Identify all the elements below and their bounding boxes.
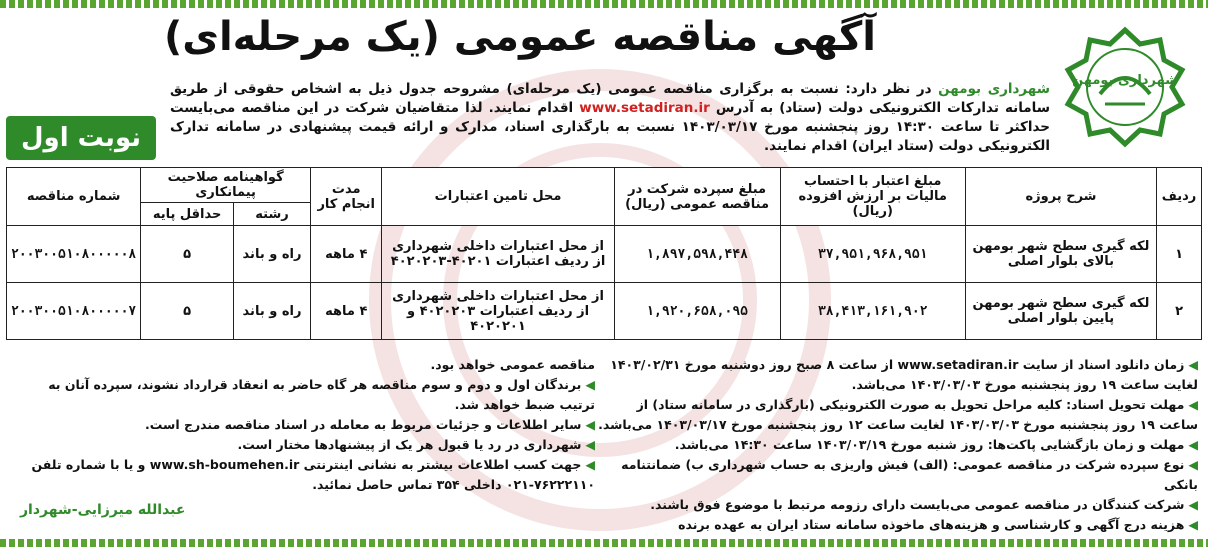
tender-table	[6, 167, 1202, 340]
col-grade: حداقل پایه	[141, 203, 234, 226]
note-deposit-type	[598, 455, 1198, 495]
col-row: ردیف	[1157, 168, 1202, 226]
top-decorative-stripe	[0, 0, 1208, 8]
cell-grade: ۵	[141, 226, 234, 283]
col-cert: گواهینامه صلاحیت پیمانکاری	[141, 168, 311, 203]
bullet-icon: ◀	[1188, 437, 1198, 452]
note-contact	[10, 455, 595, 495]
cell-duration: ۴ ماهه	[311, 226, 382, 283]
note-winners	[10, 375, 595, 415]
cell-grade: ۵	[141, 283, 234, 340]
intro-text-2: اقدام نمایند. لذا متقاضیان شرکت در این مناقصه می‌بایست حداکثر تا ساعت ۱۴:۳۰ روز پنجشنبه مورخ ۱۴۰۳/۰۳/۱۷ نسبت به بارگذاری اسناد، مدارک و ارائه قیمت پیشنهادی در سامانه تدارک الکترونیکی دولت (ستاد ایران) اقدام نمایند.	[170, 100, 1050, 154]
cell-row: ۲	[1157, 283, 1202, 340]
cell-field: راه و باند	[233, 283, 310, 340]
org-name: شهرداری بومهن	[938, 81, 1050, 97]
cell-tender-no: ۲۰۰۳۰۰۵۱۰۸۰۰۰۰۰۷	[7, 283, 141, 340]
note-rights	[10, 435, 595, 455]
cell-tender-no: ۲۰۰۳۰۰۵۱۰۸۰۰۰۰۰۸	[7, 226, 141, 283]
note-resume	[598, 495, 1198, 515]
mayor-signature: عبدالله میرزایی-شهردار	[20, 502, 186, 518]
setad-link[interactable]: www.setadiran.ir	[579, 100, 710, 116]
note-download	[598, 355, 1198, 395]
municipality-logo	[1060, 22, 1190, 152]
bullet-icon: ◀	[1188, 397, 1198, 412]
note-text: شهرداری در رد یا قبول هر یک از پیشنهادها مختار است.	[237, 437, 582, 452]
cell-field: راه و باند	[233, 226, 310, 283]
bullet-icon: ◀	[585, 377, 595, 392]
intro-text-1: در نظر دارد: نسبت به برگزاری مناقصه عمومی (یک مرحله‌ای) مشروحه جدول ذیل به اشخاص حقوقی از طریق سامانه تدارکات الکترونیکی دولت (ستاد) به آدرس	[170, 81, 1050, 116]
table-row	[7, 283, 1202, 340]
bottom-decorative-stripe	[0, 539, 1208, 547]
note-text: زمان دانلود اسناد از سایت www.setadiran.ir از ساعت ۸ صبح روز دوشنبه مورخ ۱۴۰۳/۰۲/۳۱ لغایت ساعت ۱۹ روز پنجشنبه مورخ ۱۴۰۳/۰۳/۰۳ می‌باشد.	[610, 357, 1198, 392]
table-header-row	[7, 168, 1202, 203]
notes-right-column	[598, 355, 1198, 535]
svg-text:شهرداری بومهن: شهرداری بومهن	[1072, 73, 1178, 88]
col-tender-no: شماره مناقصه	[7, 168, 141, 226]
col-budget: مبلغ اعتبار با احتساب مالیات بر ارزش افزوده (ریال)	[780, 168, 965, 226]
note-details	[10, 415, 595, 435]
cell-deposit: ۱,۸۹۷,۵۹۸,۴۴۸	[614, 226, 780, 283]
col-duration: مدت انجام کار	[311, 168, 382, 226]
col-deposit: مبلغ سپرده شرکت در مناقصه عمومی (ریال)	[614, 168, 780, 226]
bullet-icon: ◀	[585, 437, 595, 452]
note-text: مهلت و زمان بازگشایی پاکت‌ها: روز شنبه مورخ ۱۴۰۳/۰۳/۱۹ ساعت ۱۴:۳۰ می‌باشد.	[674, 437, 1185, 452]
cell-row: ۱	[1157, 226, 1202, 283]
note-text: شرکت کنندگان در مناقصه عمومی می‌بایست دارای رزومه مرتبط با موضوع فوق باشند.	[650, 497, 1185, 512]
note-text: سایر اطلاعات و جزئیات مربوط به معامله در اسناد مناقصه مندرج است.	[145, 417, 582, 432]
bullet-icon: ◀	[1188, 457, 1198, 472]
note-text: هزینه درج آگهی و کارشناسی و هزینه‌های ماخوذه سامانه ستاد ایران به عهده برنده	[678, 517, 1185, 532]
cell-funding: از محل اعتبارات داخلی شهرداری از ردیف اعتبارات ۴۰۲۰۲۰۳ و ۴۰۲۰۲۰۱	[382, 283, 614, 340]
col-field: رشته	[233, 203, 310, 226]
bullet-icon: ◀	[585, 457, 595, 472]
notice-title: آگهی مناقصه عمومی (یک مرحله‌ای)	[164, 14, 876, 60]
note-cost	[598, 515, 1198, 535]
round-badge: نوبت اول	[6, 116, 156, 160]
cell-budget: ۳۸,۴۱۳,۱۶۱,۹۰۲	[780, 283, 965, 340]
cell-budget: ۳۷,۹۵۱,۹۶۸,۹۵۱	[780, 226, 965, 283]
col-funding: محل تامین اعتبارات	[382, 168, 614, 226]
col-desc: شرح پروژه	[965, 168, 1156, 226]
cell-desc: لکه گیری سطح شهر بومهن پایین بلوار اصلی	[965, 283, 1156, 340]
note-delivery	[598, 395, 1198, 435]
cell-deposit: ۱,۹۲۰,۶۵۸,۰۹۵	[614, 283, 780, 340]
note-text: مناقصه عمومی خواهد بود.	[430, 357, 595, 372]
bullet-icon: ◀	[585, 417, 595, 432]
note-opening	[598, 435, 1198, 455]
note-text: مهلت تحویل اسناد: کلیه مراحل تحویل به صورت الکترونیکی (بارگذاری در سامانه ستاد) از ساعت ۱۹ روز پنجشنبه مورخ ۱۴۰۳/۰۳/۰۳ لغایت ساعت ۱۲ روز پنجشنبه مورخ ۱۴۰۳/۰۳/۱۷ می‌باشد.	[598, 397, 1198, 432]
notes-left-column	[10, 355, 595, 495]
cell-desc: لکه گیری سطح شهر بومهن بالای بلوار اصلی	[965, 226, 1156, 283]
cell-funding: از محل اعتبارات داخلی شهرداری از ردیف اعتبارات ۴۰۲۰۱-۴۰۲۰۲۰۳	[382, 226, 614, 283]
bullet-icon: ◀	[1188, 357, 1198, 372]
note-text: جهت کسب اطلاعات بیشتر به نشانی اینترنتی www.sh-boumehen.ir و یا با شماره تلفن ۷۶۲۲۲۱۱۰-۰۲۱ داخلی ۳۵۴ تماس حاصل نمائید.	[31, 457, 595, 492]
table-row	[7, 226, 1202, 283]
bullet-icon: ◀	[1188, 517, 1198, 532]
bullet-icon: ◀	[1188, 497, 1198, 512]
note-text: نوع سپرده شرکت در مناقصه عمومی: (الف) فیش واریزی به حساب شهرداری ب) ضمانتنامه بانکی	[621, 457, 1198, 492]
note-continuation	[10, 355, 595, 375]
cell-duration: ۴ ماهه	[311, 283, 382, 340]
intro-paragraph	[170, 80, 1050, 156]
note-text: برندگان اول و دوم و سوم مناقصه هر گاه حاضر به انعقاد قرارداد نشوند، سپرده آنان به ترتیب ضبط خواهد شد.	[48, 377, 595, 412]
